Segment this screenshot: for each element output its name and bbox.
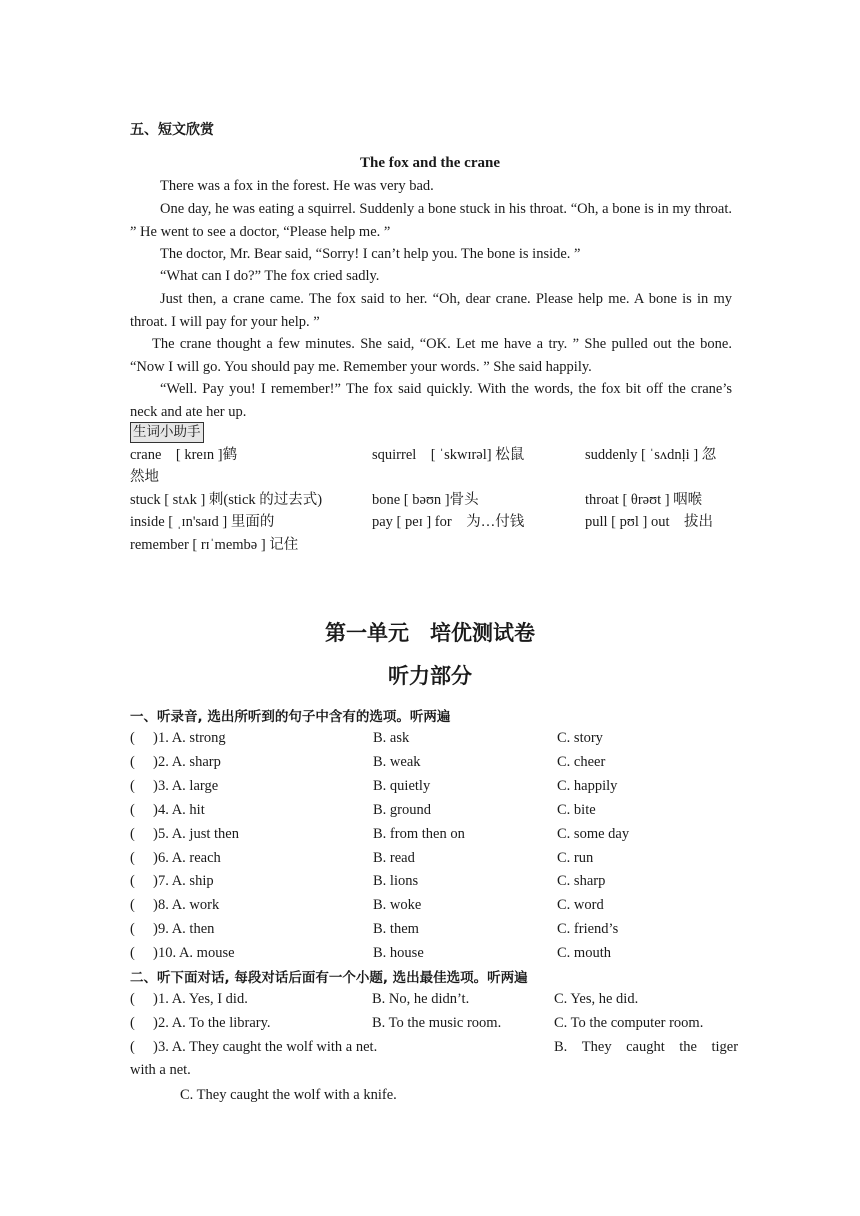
story-paragraph: “What can I do?” The fox cried sadly. — [160, 268, 380, 284]
question-row — [130, 1012, 732, 1034]
question-row — [130, 942, 732, 964]
answer-blank[interactable]: ( ) — [130, 921, 158, 938]
answer-blank[interactable]: ( ) — [130, 945, 158, 962]
option-a: 5. A. just then — [158, 825, 239, 842]
option-c: C. To the computer room. — [554, 1015, 704, 1031]
story-paragraph: The doctor, Mr. Bear said, “Sorry! I can’t help you. The bone is inside. ” — [160, 246, 581, 262]
option-a: 1. A. strong — [158, 730, 226, 746]
option-b: B. ground — [373, 801, 431, 818]
answer-blank[interactable]: ( ) — [130, 730, 158, 746]
vocab-stuck: stuck [ stʌk ] 刺(stick 的过去式) — [130, 492, 323, 508]
question-row — [130, 775, 732, 797]
part2-heading: 二、听下面对话, 每段对话后面有一个小题, 选出最佳选项。听两遍 — [130, 970, 528, 986]
option-a: 3. A. They caught the wolf with a net. — [158, 1039, 378, 1055]
option-c: C. friend’s — [557, 921, 619, 938]
option-a: 1. A. Yes, I did. — [158, 991, 248, 1007]
answer-blank[interactable]: ( ) — [130, 1015, 158, 1031]
option-b: B. house — [373, 945, 424, 962]
option-c: C. word — [557, 897, 604, 914]
vocab-inside: inside [ ˌɪn'saɪd ] 里面的 — [130, 514, 275, 530]
answer-blank[interactable]: ( ) — [130, 897, 158, 914]
story-paragraph: Just then, a crane came. The fox said to her. “Oh, dear crane. Please help me. A bone is in my throat. I will pay for your help. ” — [130, 291, 732, 330]
question-row — [130, 918, 732, 940]
option-c: C. They caught the wolf with a knife. — [180, 1087, 397, 1103]
option-b-continued: with a net. — [130, 1062, 191, 1078]
option-c: C. bite — [557, 801, 596, 818]
vocab-squirrel: squirrel [ ˈskwɪrəl] 松鼠 — [372, 447, 525, 463]
answer-blank[interactable]: ( ) — [130, 991, 158, 1007]
question-row — [130, 751, 732, 773]
option-b: B. To the music room. — [372, 1015, 502, 1031]
part1-heading: 一、听录音, 选出所听到的句子中含有的选项。听两遍 — [130, 709, 451, 725]
question-row — [130, 988, 732, 1010]
vocab-suddenly-cont: 然地 — [130, 469, 159, 485]
story-paragraph: There was a fox in the forest. He was very bad. — [160, 178, 434, 194]
question-row — [130, 870, 732, 892]
vocab-suddenly: suddenly [ ˈsʌdnḷi ] 忽 — [585, 447, 717, 463]
answer-blank[interactable]: ( ) — [130, 849, 158, 866]
question-row — [130, 727, 732, 749]
option-a: 9. A. then — [158, 921, 215, 938]
option-a: 4. A. hit — [158, 801, 205, 818]
option-a: 6. A. reach — [158, 849, 221, 866]
question-row — [130, 799, 732, 821]
vocab-bone: bone [ bəʊn ]骨头 — [372, 492, 479, 508]
option-b: B. from then on — [373, 825, 465, 842]
option-b: B. quietly — [373, 777, 431, 794]
answer-blank[interactable]: ( ) — [130, 1039, 158, 1055]
option-c: C. mouth — [557, 945, 611, 962]
option-c: C. Yes, he did. — [554, 991, 639, 1007]
answer-blank[interactable]: ( ) — [130, 873, 158, 890]
option-b: B. They caught the tiger — [554, 1039, 739, 1055]
section-title: 五、短文欣赏 — [130, 122, 214, 138]
vocab-throat: throat [ θrəʊt ] 咽喉 — [585, 492, 703, 508]
option-b: B. read — [373, 849, 415, 866]
option-b: B. woke — [373, 897, 422, 914]
story-title: The fox and the crane — [360, 155, 500, 171]
question-row — [130, 847, 732, 869]
option-c: C. some day — [557, 825, 630, 842]
story-paragraph: “Well. Pay you! I remember!” The fox said quickly. With the words, the fox bit off the crane’s neck and ate her up. — [130, 381, 732, 420]
story-paragraph: The crane thought a few minutes. She said, “OK. Let me have a try. ” She pulled out the bone. “Now I will go. You should pay me. Remember your words. ” She said happily. — [130, 336, 732, 375]
unit-subtitle: 听力部分 — [388, 664, 472, 688]
option-a: 7. A. ship — [158, 873, 214, 890]
question-row — [130, 823, 732, 845]
option-b: B. No, he didn’t. — [372, 991, 470, 1007]
question-row — [130, 894, 732, 916]
option-c: C. story — [557, 730, 603, 746]
vocab-pull: pull [ pʊl ] out 拔出 — [585, 514, 713, 530]
option-b: B. them — [373, 921, 419, 938]
answer-blank[interactable]: ( ) — [130, 777, 158, 794]
answer-blank[interactable]: ( ) — [130, 753, 158, 770]
answer-blank[interactable]: ( ) — [130, 825, 158, 842]
vocab-pay: pay [ peɪ ] for 为…付钱 — [372, 514, 525, 530]
option-a: 10. A. mouse — [158, 945, 235, 962]
option-a: 2. A. To the library. — [158, 1015, 271, 1031]
vocab-helper-label: 生词小助手 — [130, 422, 204, 443]
option-a: 2. A. sharp — [158, 753, 221, 770]
option-a: 8. A. work — [158, 897, 220, 914]
story-paragraph: One day, he was eating a squirrel. Suddenly a bone stuck in his throat. “Oh, a bone is in my throat. ” He went to see a doctor, “Please help me. ” — [130, 201, 732, 240]
question-row — [130, 1036, 739, 1058]
option-b: B. weak — [373, 753, 421, 770]
option-b: B. ask — [373, 730, 410, 746]
option-c: C. sharp — [557, 873, 606, 890]
option-c: C. run — [557, 849, 594, 866]
option-c: C. cheer — [557, 753, 606, 770]
option-c: C. happily — [557, 777, 618, 794]
option-a: 3. A. large — [158, 777, 219, 794]
answer-blank[interactable]: ( ) — [130, 801, 158, 818]
vocab-remember: remember [ rɪˈmembə ] 记住 — [130, 537, 299, 553]
unit-title: 第一单元 培优测试卷 — [325, 621, 535, 645]
vocab-crane: crane [ kreɪn ]鹤 — [130, 447, 238, 463]
option-b: B. lions — [373, 873, 419, 890]
